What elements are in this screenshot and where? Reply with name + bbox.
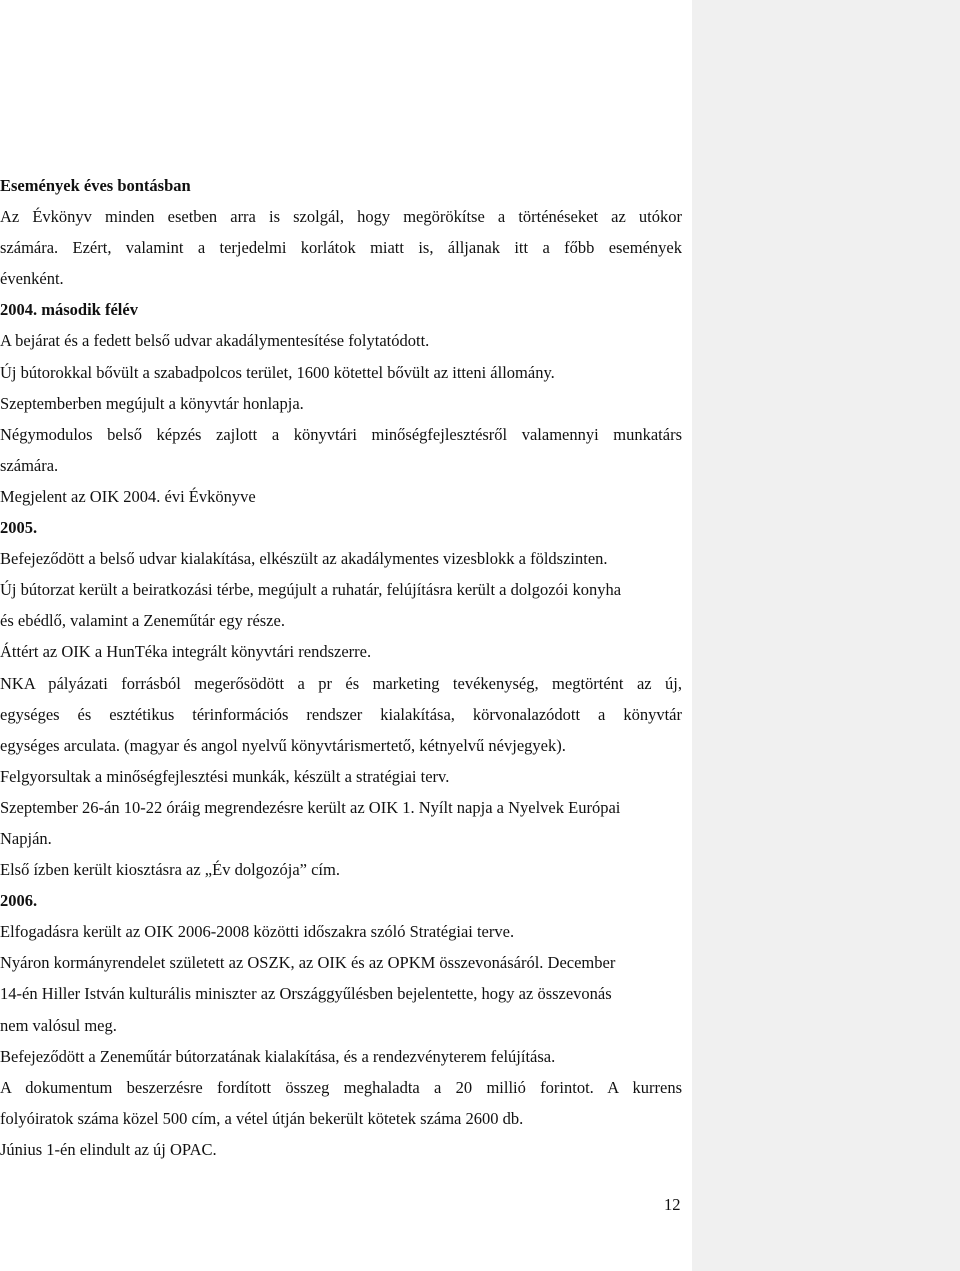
event-line: Felgyorsultak a minőségfejlesztési munkák, készült a stratégiai terv. xyxy=(0,766,450,786)
event-line: Áttért az OIK a HunTéka integrált könyvtári rendszerre. xyxy=(0,642,372,662)
event-line: egységes arculata. (magyar és angol nyelvű könyvtárismertető, kétnyelvű névjegyek). xyxy=(0,735,566,755)
event-line: Új bútorokkal bővült a szabadpolcos terület, 1600 kötettel bővült az itteni állomány. xyxy=(0,362,555,382)
event-line: Nyáron kormányrendelet született az OSZK, az OIK és az OPKM összevonásáról. December xyxy=(0,953,616,973)
event-line: egységes és esztétikus térinformációs rendszer kialakítása, körvonalazódott a könyvtár xyxy=(0,704,682,724)
document-body xyxy=(0,170,682,1165)
event-line: Szeptemberben megújult a könyvtár honlapja. xyxy=(0,393,304,413)
event-line: nem valósul meg. xyxy=(0,1015,117,1035)
event-line: folyóiratok száma közel 500 cím, a vétel útján bekerült kötetek száma 2600 db. xyxy=(0,1108,524,1128)
event-line: Befejeződött a belső udvar kialakítása, elkészült az akadálymentes vizesblokk a földszinten. xyxy=(0,549,608,569)
event-line: Négymodulos belső képzés zajlott a könyvtári minőségfejlesztésről valamennyi munkatárs xyxy=(0,424,682,444)
page-number: 12 xyxy=(664,1195,681,1214)
event-line: NKA pályázati forrásból megerősödött a pr és marketing tevékenység, megtörtént az új, xyxy=(0,673,682,693)
event-line: Új bútorzat került a beiratkozási térbe, megújult a ruhatár, felújításra került a dolgozói konyha xyxy=(0,580,622,600)
event-line: és ebédlő, valamint a Zeneműtár egy része. xyxy=(0,611,285,631)
event-line: Elfogadásra került az OIK 2006-2008 közötti időszakra szóló Stratégiai terve. xyxy=(0,922,515,942)
intro-line: Az Évkönyv minden esetben arra is szolgál, hogy megörökítse a történéseket az utókor xyxy=(0,207,682,227)
event-line: A dokumentum beszerzésre fordított összeg meghaladta a 20 millió forintot. A kurrens xyxy=(0,1077,682,1097)
event-line: Első ízben került kiosztásra az „Év dolgozója” cím. xyxy=(0,860,340,880)
event-line: Június 1-én elindult az új OPAC. xyxy=(0,1139,217,1159)
event-line: Megjelent az OIK 2004. évi Évkönyve xyxy=(0,486,256,506)
intro-line: évenként. xyxy=(0,269,64,289)
event-line: Szeptember 26-án 10-22 óráig megrendezésre került az OIK 1. Nyílt napja a Nyelvek Európai xyxy=(0,797,621,817)
section-heading: Események éves bontásban xyxy=(0,176,191,195)
year-heading-2006: 2006. xyxy=(0,891,38,911)
event-line: 14-én Hiller István kulturális miniszter az Országgyűlésben bejelentette, hogy az összevonás xyxy=(0,984,612,1004)
event-line: Napján. xyxy=(0,828,52,848)
intro-line: számára. Ezért, valamint a terjedelmi korlátok miatt is, álljanak itt a főbb események xyxy=(0,238,682,258)
event-line: A bejárat és a fedett belső udvar akadálymentesítése folytatódott. xyxy=(0,331,430,351)
event-line: számára. xyxy=(0,455,59,475)
year-heading-2004: 2004. második félév xyxy=(0,300,138,320)
comment-margin-area xyxy=(692,0,960,1271)
event-line: Befejeződött a Zeneműtár bútorzatának kialakítása, és a rendezvényterem felújítása. xyxy=(0,1046,556,1066)
year-heading-2005: 2005. xyxy=(0,518,38,538)
